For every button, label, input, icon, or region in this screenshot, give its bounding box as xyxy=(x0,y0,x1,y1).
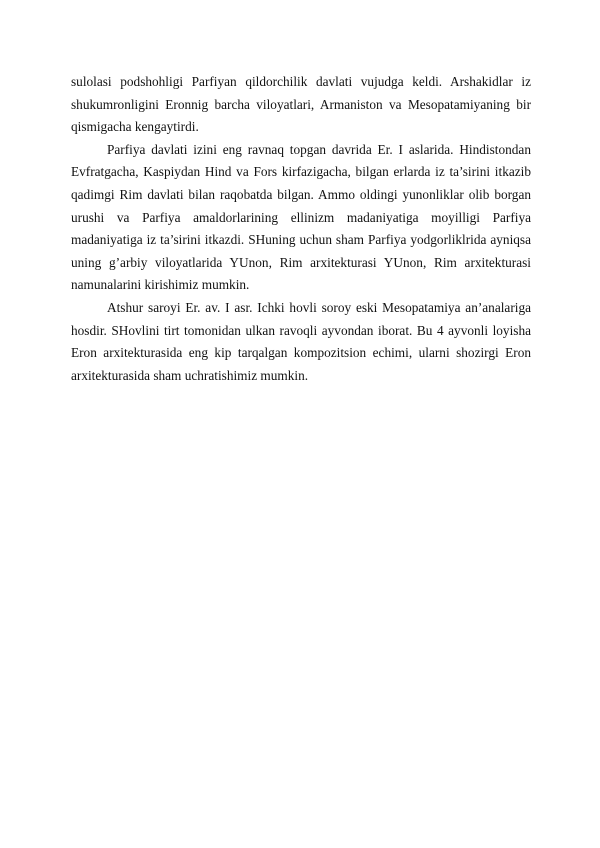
body-text xyxy=(71,71,531,387)
paragraph-1: sulolasi podshohligi Parfiyan qildorchilik davlati vujudga keldi. Arshakidlar iz shukumronligini Eronnig barcha viloyatlari, Armaniston va Mesopatamiyaning bir qismigacha kengaytirdi. xyxy=(71,74,531,135)
paragraph-3: Atshur saroyi Er. av. I asr. Ichki hovli soroy eski Mesopatamiya an’analariga hosdir. SHovlini tirt tomonidan ulkan ravoqli ayvondan iborat. Bu 4 ayvonli loyisha Eron arxitekturasida eng kip tarqalgan kompozitsion echimi, ularni shozirgi Eron arxitekturasida sham uchratishimiz mumkin. xyxy=(71,299,531,383)
paragraph-2: Parfiya davlati izini eng ravnaq topgan davrida Er. I aslarida. Hindistondan Evfratgacha, Kaspiydan Hind va Fors kirfazigacha, bilgan erlarda iz ta’sirini itkazib qadimgi Rim davlati bilan raqobatda bilgan. Ammo oldingi yunonliklar olib borgan urushi va Parfiya amaldorlarining ellinizm madaniyatiga moyilligi Parfiya madaniyatiga iz ta’sirini itkazdi. SHuning uchun sham Parfiya yodgorliklrida ayniqsa uning g’arbiy viloyatlarida YUnon, Rim arxitekturasi YUnon, Rim arxitekturasi namunalarini kirishimiz mumkin. xyxy=(71,141,531,293)
